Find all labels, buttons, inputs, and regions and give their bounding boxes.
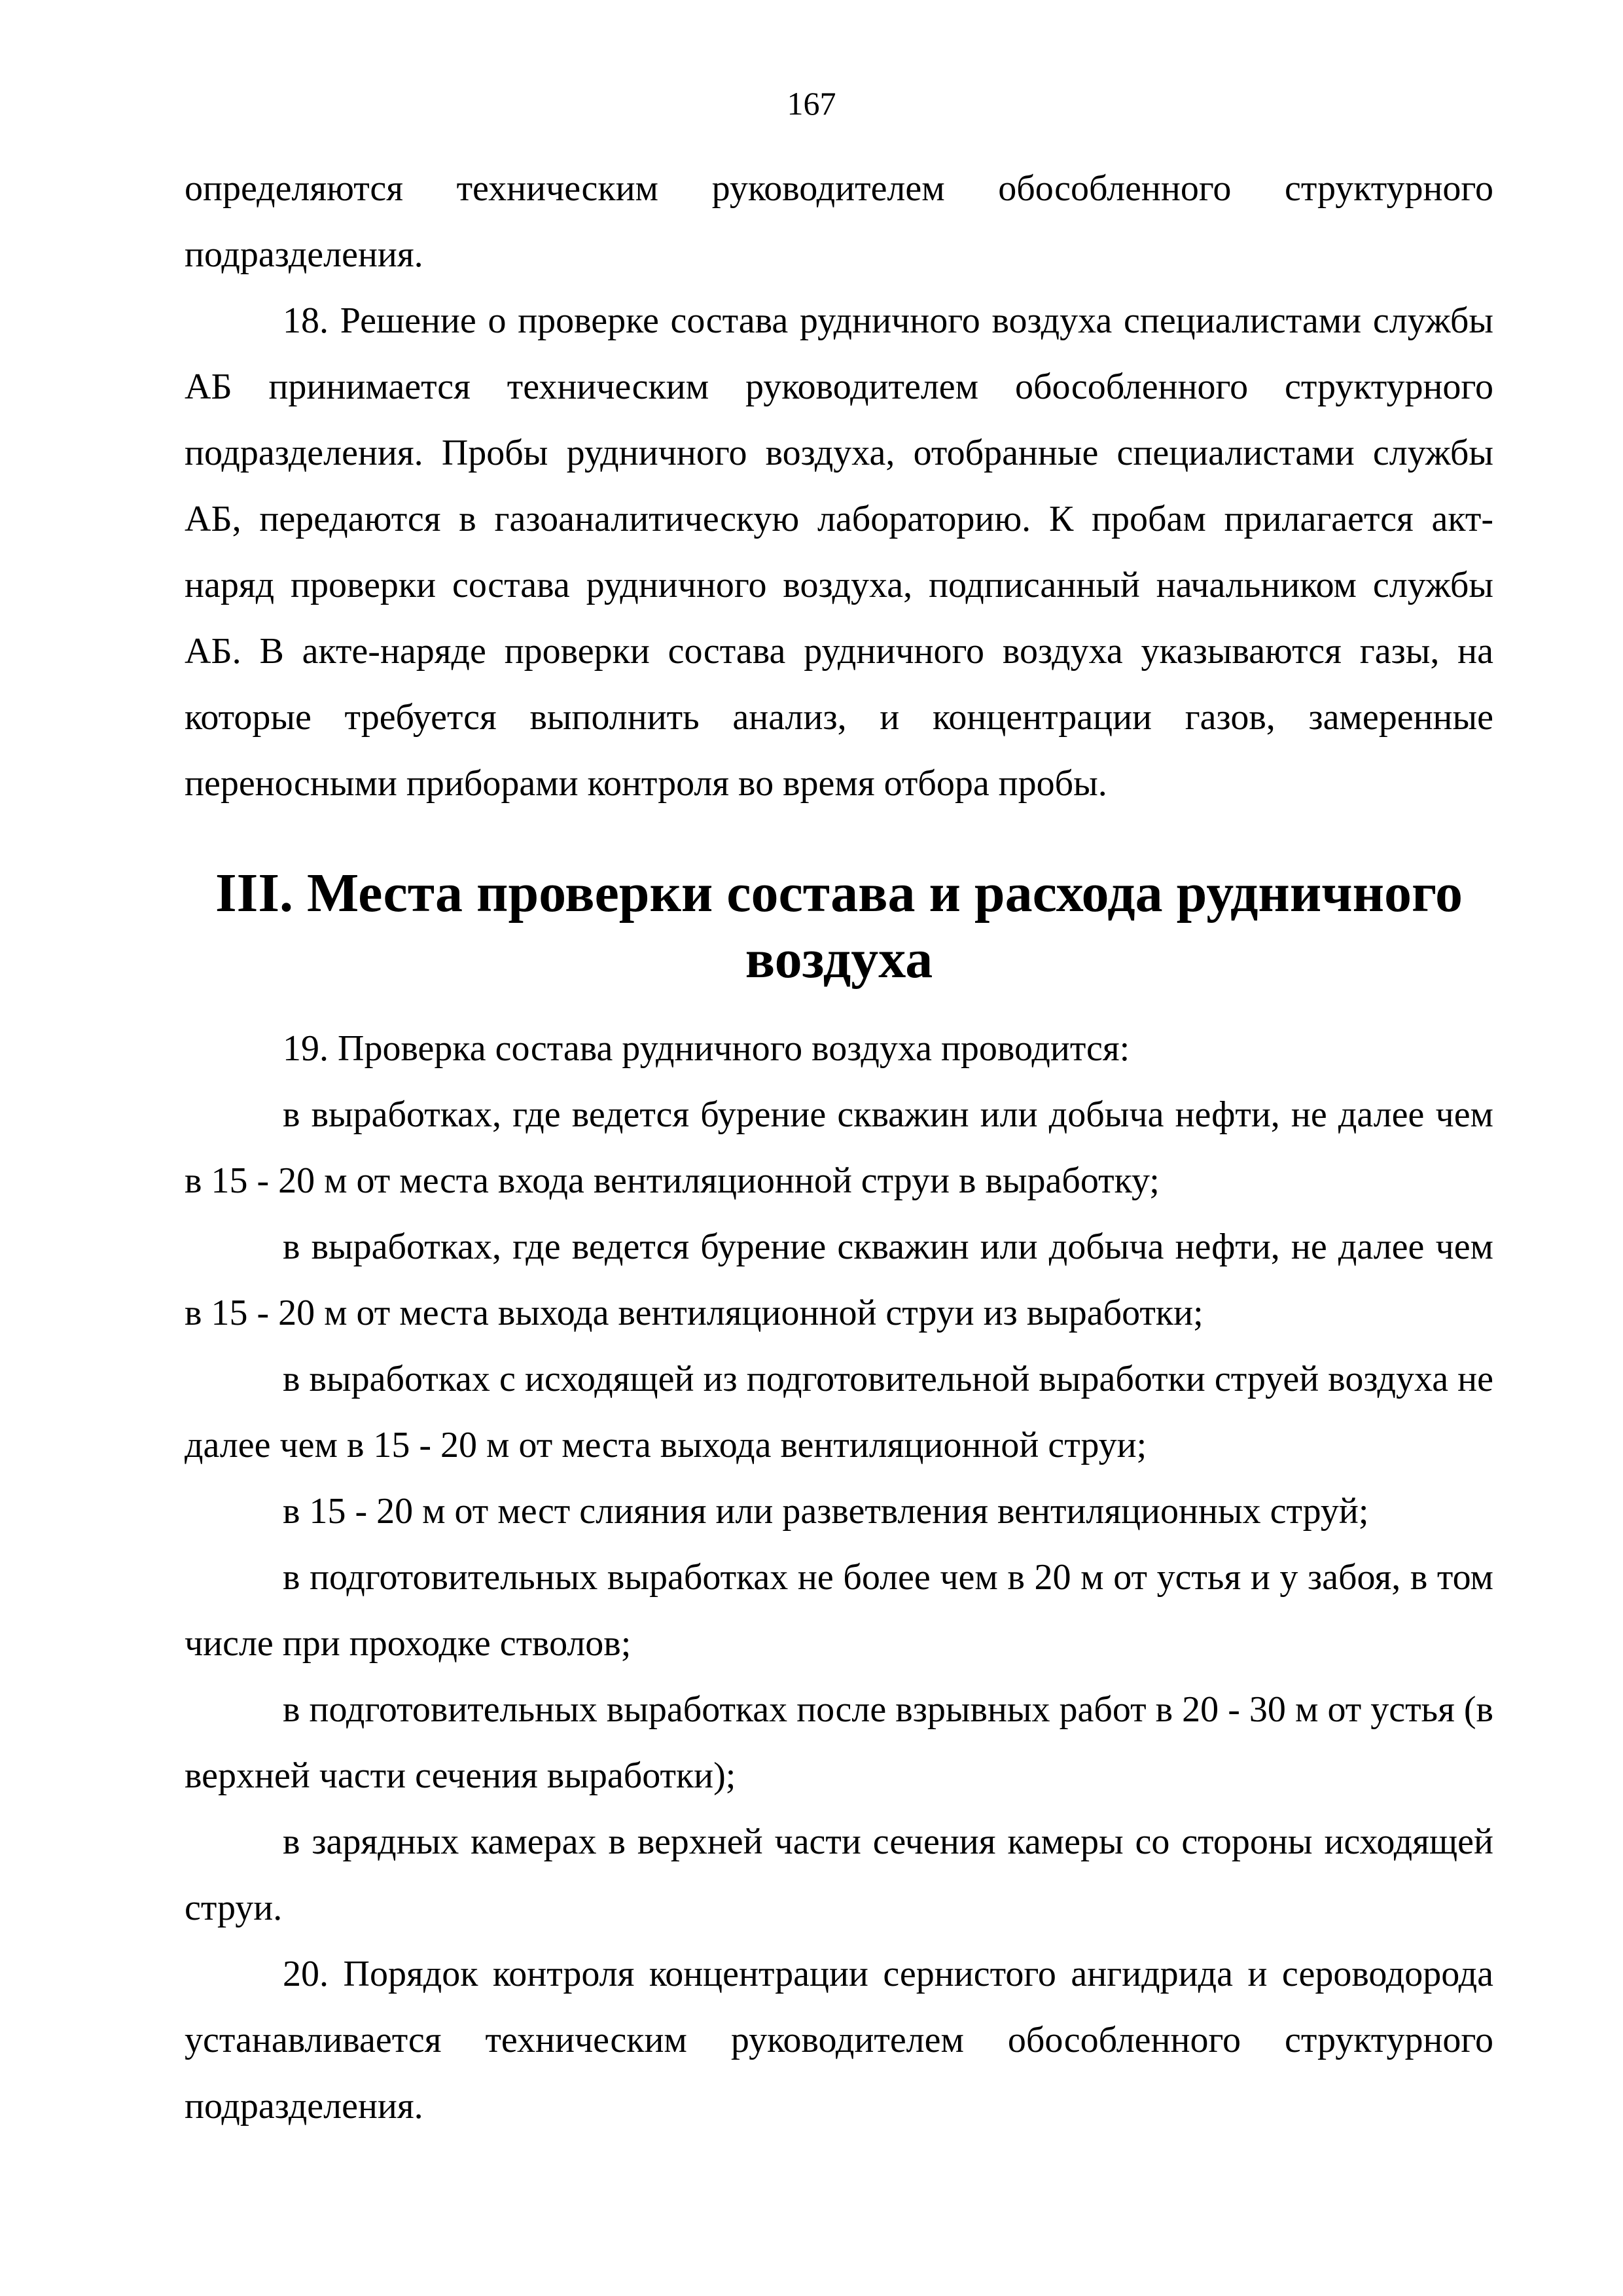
- list-item: в подготовительных выработках не более чем в 20 м от устья и у забоя, в том числе при проходке стволов;: [185, 1557, 1493, 1664]
- list-item: в выработках с исходящей из подготовительной выработки струей воздуха не далее чем в 15 - 20 м от места выхода вентиляционной струи;: [185, 1359, 1493, 1465]
- page-number: 167: [787, 85, 836, 122]
- paragraph-item-19: 19. Проверка состава рудничного воздуха проводится:: [283, 1028, 1130, 1069]
- list-item: в выработках, где ведется бурение скважин или добыча нефти, не далее чем в 15 - 20 м от места входа вентиляционной струи в выработку;: [185, 1094, 1493, 1201]
- list-item: в зарядных камерах в верхней части сечения камеры со стороны исходящей струи.: [185, 1821, 1493, 1928]
- paragraph-item-18: 18. Решение о проверке состава рудничного воздуха специалистами службы АБ принимается техническим руководителем обособленного структурного подразделения. Пробы рудничного воздуха, отобранные специалистами службы АБ, передаются в газоаналитическую лабораторию. К пробам прилагается акт-наряд проверки состава рудничного воздуха, подписанный начальником службы АБ. В акте-наряде проверки состава рудничного воздуха указываются газы, на которые требуется выполнить анализ, и концентрации газов, замеренные переносными приборами контроля во время отбора пробы.: [185, 300, 1493, 804]
- paragraph-continuation: определяются техническим руководителем обособленного структурного подразделения.: [185, 168, 1493, 275]
- document-body: [185, 156, 1493, 2140]
- list-item: в подготовительных выработках после взрывных работ в 20 - 30 м от устья (в верхней части сечения выработки);: [185, 1689, 1493, 1796]
- list-item: в выработках, где ведется бурение скважин или добыча нефти, не далее чем в 15 - 20 м от места выхода вентиляционной струи из выработки;: [185, 1227, 1493, 1333]
- paragraph-item-20: 20. Порядок контроля концентрации сернистого ангидрида и сероводорода устанавливается техническим руководителем обособленного структурного подразделения.: [185, 1954, 1493, 2126]
- list-item: в 15 - 20 м от мест слияния или разветвления вентиляционных струй;: [283, 1491, 1369, 1532]
- section-heading: III. Места проверки состава и расхода рудничного воздуха: [215, 863, 1463, 990]
